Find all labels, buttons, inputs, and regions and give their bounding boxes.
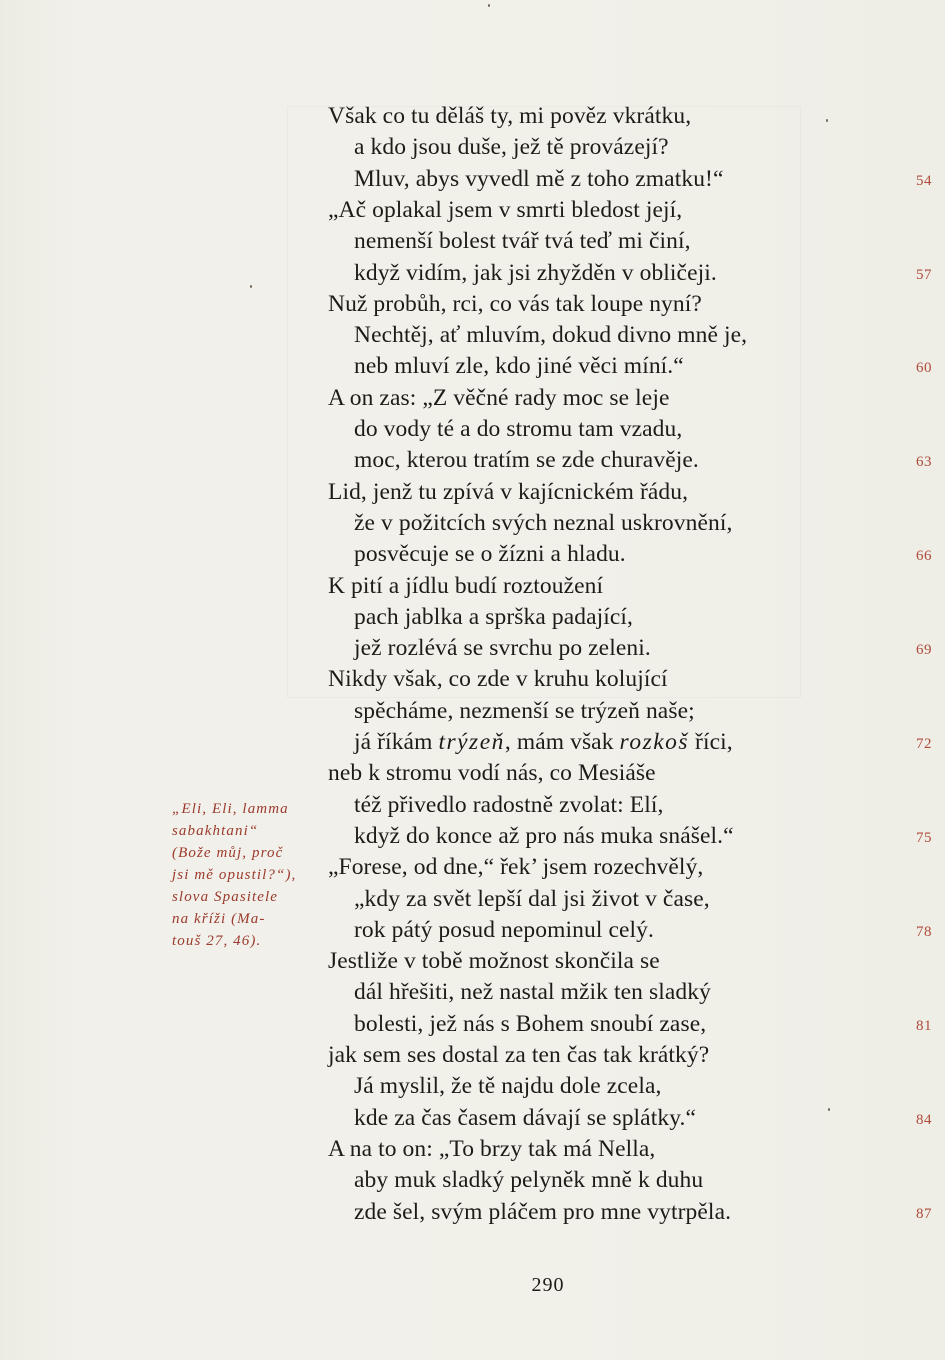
verse-line: když vidím, jak jsi zhyžděn v obličeji. (354, 260, 717, 286)
gloss-line: touš 27, 46). (172, 933, 262, 949)
verse-number: 84 (916, 1112, 932, 1128)
verse-line: „kdy za svět lepší dal jsi život v čase, (354, 886, 710, 912)
verse-line: A na to on: „To brzy tak má Nella, (328, 1136, 656, 1162)
verse-segment: říci, (689, 729, 733, 755)
verse-line (354, 727, 733, 758)
verse-line: nemenší bolest tvář tvá teď mi činí, (354, 228, 691, 254)
verse-line: Nikdy však, co zde v kruhu kolující (328, 666, 668, 692)
verse-line: K pití a jídlu budí roztoužení (328, 573, 604, 599)
verse-line: Jestliže v tobě možnost skončila se (328, 948, 660, 974)
verse-number: 60 (916, 360, 932, 376)
paper-speck (826, 119, 828, 122)
verse-line: pach jablka a sprška padající, (354, 604, 634, 630)
gloss-line: jsi mě opustil?“), (172, 867, 297, 883)
verse-number: 75 (916, 830, 932, 846)
verse-number: 57 (916, 267, 932, 283)
verse-line: moc, kterou tratím se zde churavěje. (354, 447, 699, 473)
verse-line: Nuž probůh, rci, co vás tak loupe nyní? (328, 291, 702, 317)
verse-line: Lid, jenž tu zpívá v kajícnickém řádu, (328, 479, 689, 505)
verse-line: jež rozlévá se svrchu po zeleni. (354, 635, 651, 661)
verse-line: posvěcuje se o žízni a hladu. (354, 541, 626, 567)
gloss-line: slova Spasitele (172, 889, 279, 905)
verse-line: Však co tu děláš ty, mi pověz vkrátku, (328, 103, 692, 129)
verse-line: bolesti, jež nás s Bohem snoubí zase, (354, 1011, 707, 1037)
verse-line: do vody té a do stromu tam vzadu, (354, 416, 683, 442)
page-number: 290 (531, 1274, 565, 1296)
paper-speck (828, 1108, 830, 1111)
verse-number: 69 (916, 642, 932, 658)
verse-line: jak sem ses dostal za ten čas tak krátký? (328, 1042, 710, 1068)
paper-speck (488, 4, 490, 7)
verse-number: 66 (916, 548, 932, 564)
verse-number: 87 (916, 1206, 932, 1222)
verse-number: 78 (916, 924, 932, 940)
verse-line: a kdo jsou duše, jež tě provázejí? (354, 134, 669, 160)
verse-line: též přivedlo radostně zvolat: Elí, (354, 792, 664, 818)
verse-line: „Forese, od dne,“ řek’ jsem rozechvělý, (328, 854, 704, 880)
verse-line: „Ač oplakal jsem v smrti bledost její, (328, 197, 683, 223)
gloss-line: (Bože můj, proč (172, 845, 284, 861)
verse-line: A on zas: „Z věčné rady moc se leje (328, 385, 670, 411)
verse-line: aby muk sladký pelyněk mně k duhu (354, 1167, 704, 1193)
verse-line: když do konce až pro nás muka snášel.“ (354, 823, 734, 849)
verse-line: Nechtěj, ať mluvím, dokud divno mně je, (354, 322, 748, 348)
verse-line: kde za čas časem dávají se splátky.“ (354, 1105, 697, 1131)
verse-segment: já říkám (354, 729, 439, 755)
verse-line: rok pátý posud nepominul celý. (354, 917, 654, 943)
verse-line: Mluv, abys vyvedl mě z toho zmatku!“ (354, 166, 724, 192)
verse-line: že v požitcích svých neznal uskrovnění, (354, 510, 733, 536)
verse-line: dál hřešiti, než nastal mžik ten sladký (354, 979, 711, 1005)
gloss-line: na kříži (Ma- (172, 911, 266, 927)
verse-number: 72 (916, 736, 932, 752)
verse-line: neb mluví zle, kdo jiné věci míní.“ (354, 353, 684, 379)
verse-number: 81 (916, 1018, 932, 1034)
gloss-line: „Eli, Eli, lamma (172, 801, 289, 817)
verse-segment: , mám však (504, 729, 620, 755)
verse-line: Já myslil, že tě najdu dole zcela, (354, 1073, 662, 1099)
verse-line: spěcháme, nezmenší se trýzeň naše; (354, 698, 695, 724)
emphasized-word: trýzeň (438, 729, 505, 755)
emphasized-word: rozkoš (619, 729, 690, 755)
verse-line: neb k stromu vodí nás, co Mesiáše (328, 760, 656, 786)
paper-speck (250, 285, 252, 288)
verse-number: 54 (916, 173, 932, 189)
verse-number: 63 (916, 454, 932, 470)
gloss-line: sabakhtani“ (172, 823, 259, 839)
verse-line: zde šel, svým pláčem pro mne vytrpěla. (354, 1199, 732, 1225)
margin-gloss (172, 798, 322, 952)
